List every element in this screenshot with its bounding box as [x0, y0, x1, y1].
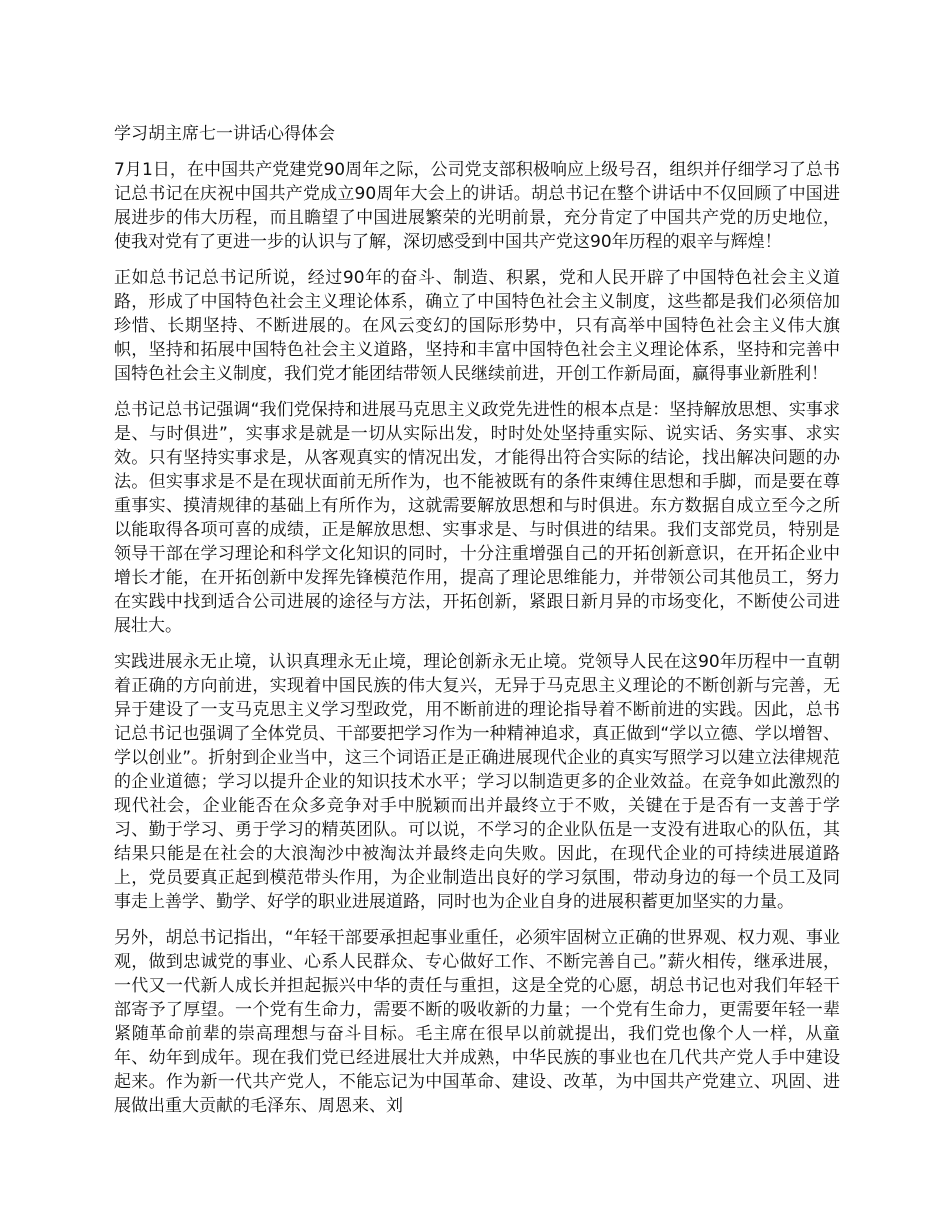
paragraph-2: 正如总书记总书记所说，经过90年的奋斗、制造、积累，党和人民开辟了中国特色社会主义道路，形成了中国特色社会主义理论体系，确立了中国特色社会主义制度，这些都是我们必须倍加珍惜、长期坚持、不断进展的。在风云变幻的国际形势中，只有高举中国特色社会主义伟大旗帜，坚持和拓展中国特色社会主义道路，坚持和丰富中国特色社会主义理论体系，坚持和完善中国特色社会主义制度，我们党才能团结带领人民继续前进，开创工作新局面，赢得事业新胜利！	[114, 268, 840, 384]
document-body	[114, 122, 840, 1130]
paragraph-3: 总书记总书记强调“我们党保持和进展马克思主义政党先进性的根本点是：坚持解放思想、实事求是、与时俱进”，实事求是就是一切从实际出发，时时处处坚持重实际、说实话、务实事、求实效。只有坚持实事求是，从客观真实的情况出发，才能得出符合实际的结论，找出解决问题的办法。但实事求是不是在现状面前无所作为，也不能被既有的条件束缚住思想和手脚，而是要在尊重事实、摸清规律的基础上有所作为，这就需要解放思想和与时俱进。东方数据自成立至今之所以能取得各项可喜的成绩，正是解放思想、实事求是、与时俱进的结果。我们支部党员，特别是领导干部在学习理论和科学文化知识的同时，十分注重增强自己的开拓创新意识，在开拓企业中增长才能，在开拓创新中发挥先锋模范作用，提高了理论思维能力，并带领公司其他员工，努力在实践中找到适合公司进展的途径与方法，开拓创新，紧跟日新月异的市场变化，不断使公司进展壮大。	[114, 400, 840, 636]
paragraph-1: 7月1日，在中国共产党建党90周年之际，公司党支部积极响应上级号召，组织并仔细学习了总书记总书记在庆祝中国共产党成立90周年大会上的讲话。胡总书记在整个讲话中不仅回顾了中国进展进步的伟大历程，而且瞻望了中国进展繁荣的光明前景，充分肯定了中国共产党的历史地位，使我对党有了更进一步的认识与了解，深切感受到中国共产党这90年历程的艰辛与辉煌！	[114, 160, 840, 252]
document-title: 学习胡主席七一讲话心得体会	[114, 124, 335, 144]
paragraph-4: 实践进展永无止境，认识真理永无止境，理论创新永无止境。党领导人民在这90年历程中一直朝着正确的方向前进，实现着中国民族的伟大复兴，无异于马克思主义理论的不断创新与完善，无异于建设了一支马克思主义学习型政党，用不断前进的理论指导着不断前进的实践。因此，总书记总书记也强调了全体党员、干部要把学习作为一种精神追求，真正做到“学以立德、学以增智、学以创业”。折射到企业当中，这三个词语正是正确进展现代企业的真实写照学习以建立法律规范的企业道德；学习以提升企业的知识技术水平；学习以制造更多的企业效益。在竞争如此激烈的现代社会，企业能否在众多竞争对手中脱颖而出并最终立于不败，关键在于是否有一支善于学习、勤于学习、勇于学习的精英团队。可以说，不学习的企业队伍是一支没有进取心的队伍，其结果只能是在社会的大浪淘沙中被淘汰并最终走向失败。因此，在现代企业的可持续进展道路上，党员要真正起到模范带头作用，为企业制造出良好的学习氛围，带动身边的每一个员工及同事走上善学、勤学、好学的职业进展道路，同时也为企业自身的进展积蓄更加坚实的力量。	[114, 652, 840, 912]
paragraph-5: 另外，胡总书记指出，“年轻干部要承担起事业重任，必须牢固树立正确的世界观、权力观、事业观，做到忠诚党的事业、心系人民群众、专心做好工作、不断完善自己。”薪火相传，继承进展，一代又一代新人成长并担起振兴中华的责任与重担，这是全党的心愿，胡总书记也对我们年轻干部寄予了厚望。一个党有生命力，需要不断的吸收新的力量；一个党有生命力，更需要年轻一辈紧随革命前辈的崇高理想与奋斗目标。毛主席在很早以前就提出，我们党也像个人一样，从童年、幼年到成年。现在我们党已经进展壮大并成熟，中华民族的事业也在几代共产党人手中建设起来。作为新一代共产党人，不能忘记为中国革命、建设、改革，为中国共产党建立、巩固、进展做出重大贡献的毛泽东、周恩来、刘	[114, 928, 840, 1116]
